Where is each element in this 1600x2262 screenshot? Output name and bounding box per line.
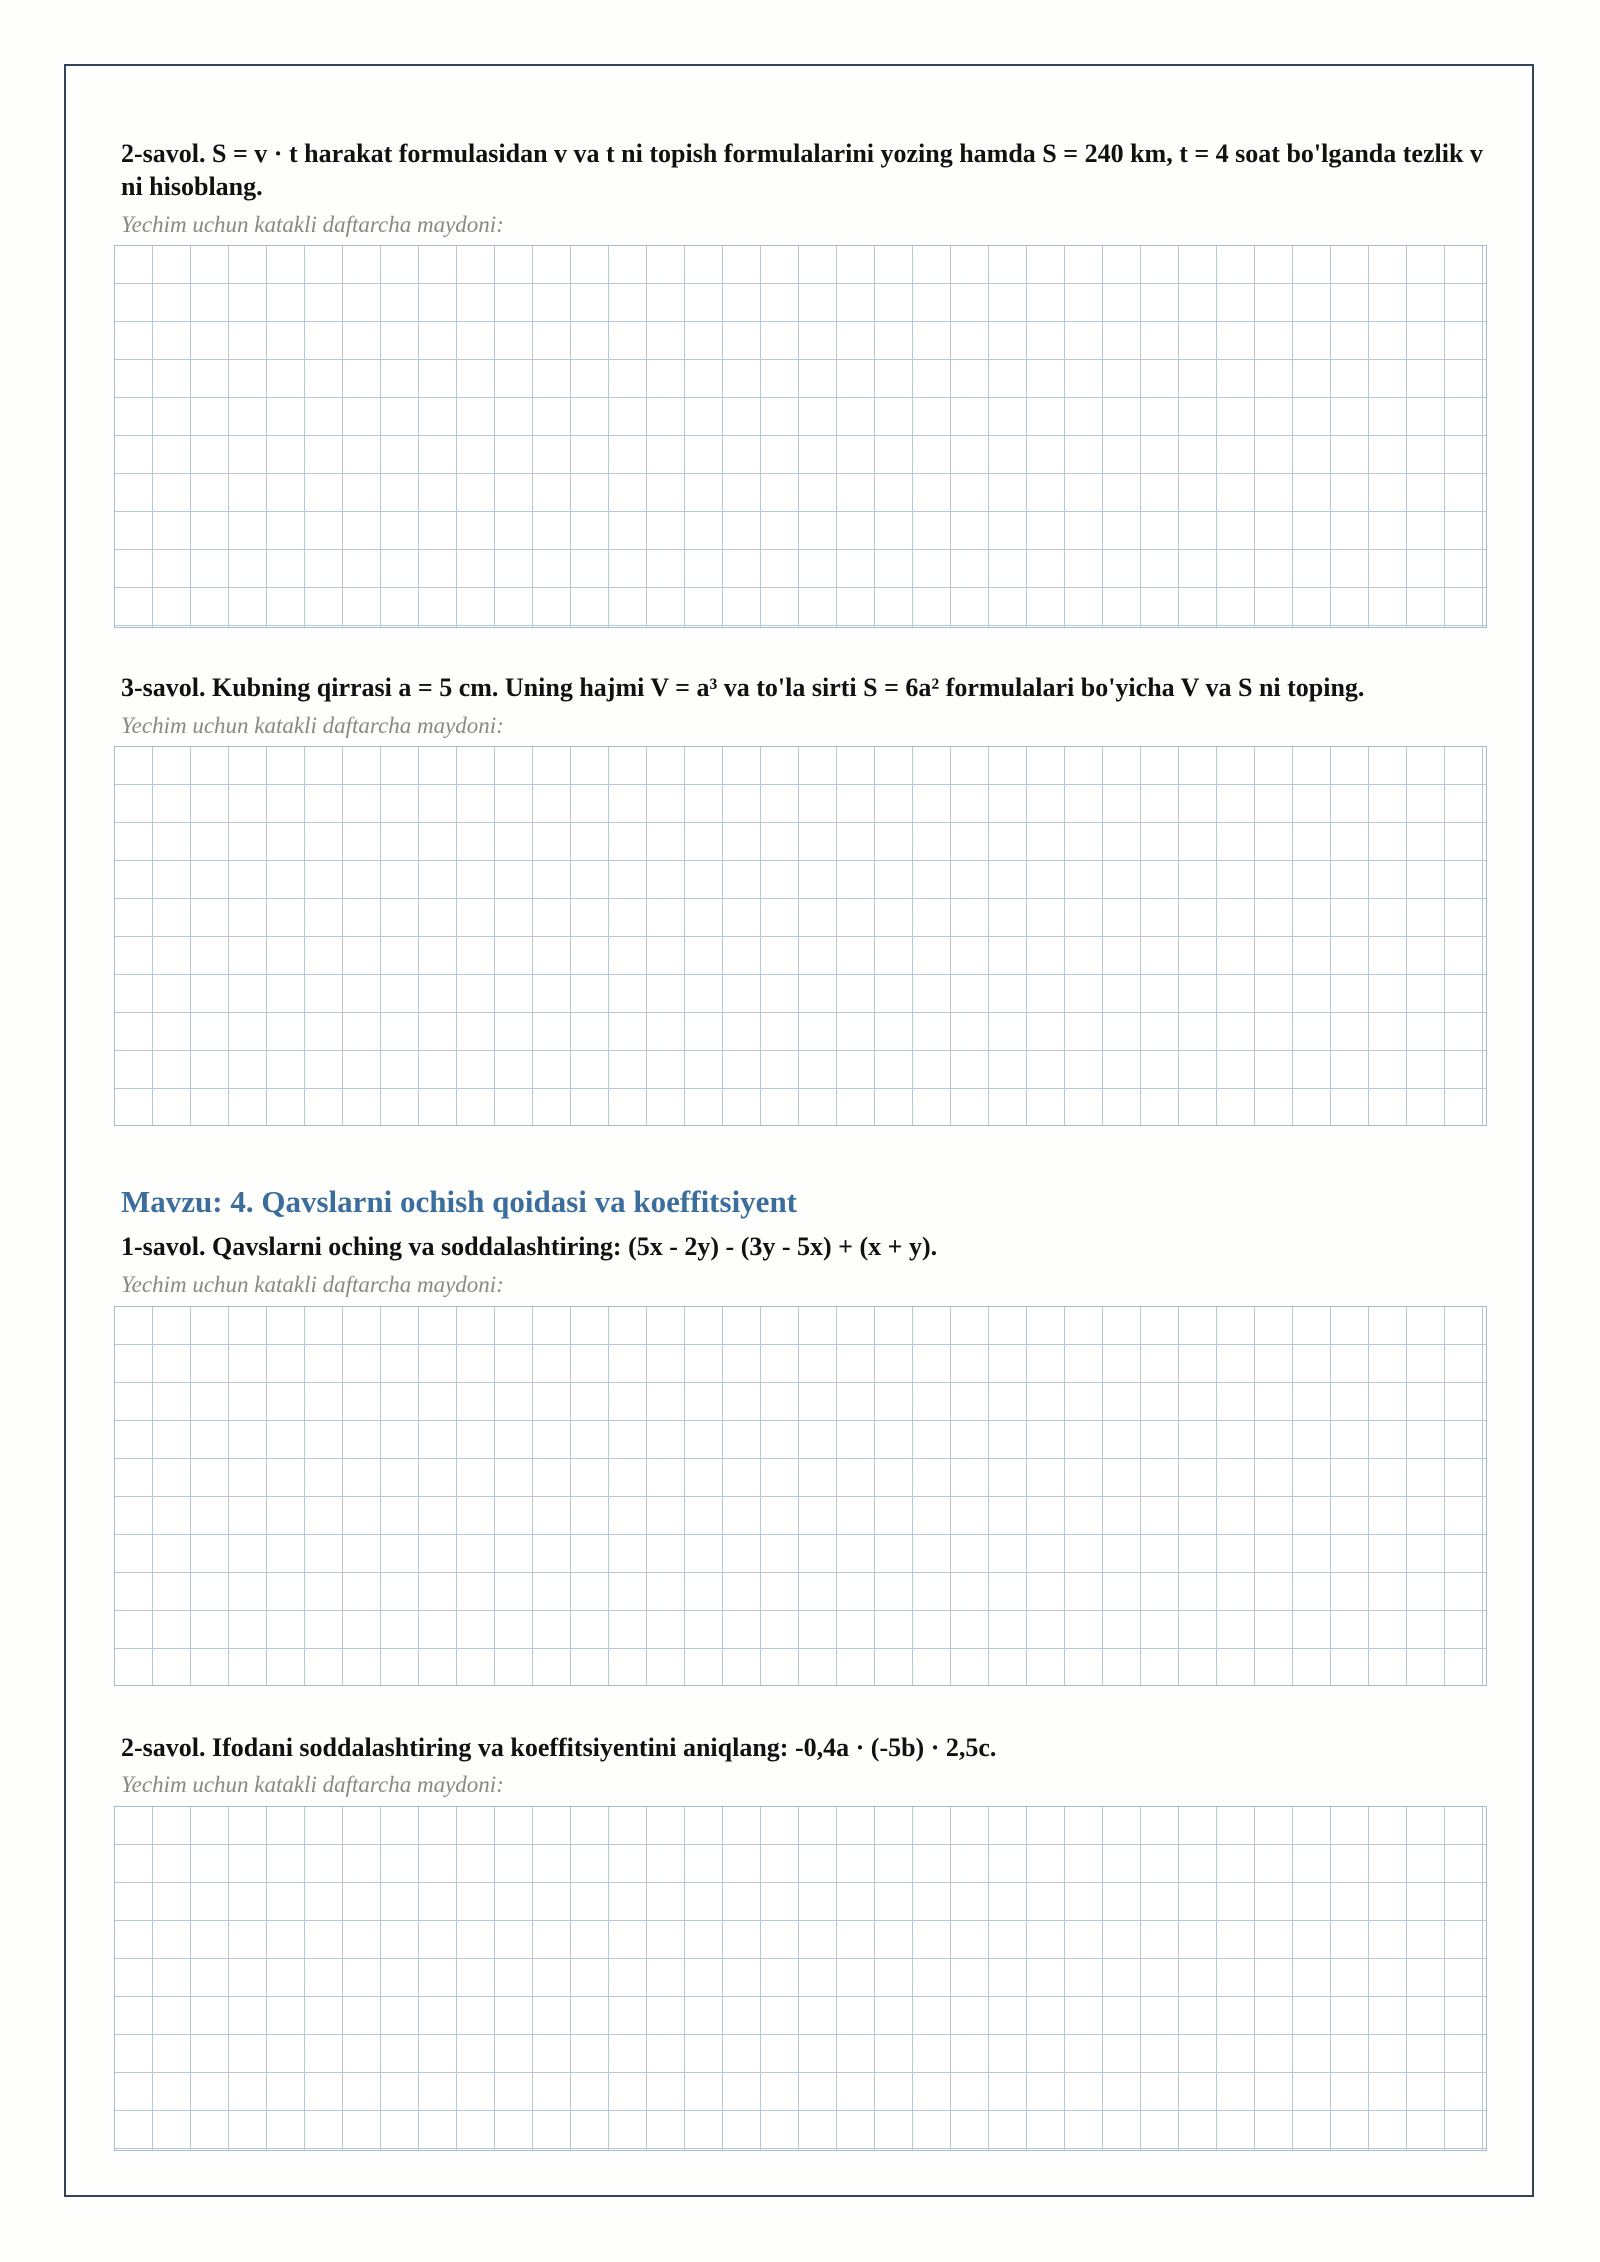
solution-area-hint: Yechim uchun katakli daftarcha maydoni: — [121, 212, 504, 237]
question-2-savol-motion: 2-savol. S = v · t harakat formulasidan v va t ni topish formulalarini yozing hamda S = 240 km, t = 4 soat bo'lganda tezlik v ni hisoblang. — [121, 139, 1483, 201]
question-3-savol-cube: 3-savol. Kubning qirrasi a = 5 cm. Uning hajmi V = a³ va to'la sirti S = 6a² formulalari bo'yicha V va S ni toping. — [121, 673, 1365, 702]
solution-area-hint: Yechim uchun katakli daftarcha maydoni: — [121, 1772, 504, 1797]
question-2-savol-coefficient: 2-savol. Ifodani soddalashtiring va koeffitsiyentini aniqlang: -0,4a · (-5b) · 2,5c. — [121, 1733, 997, 1762]
solution-area-hint: Yechim uchun katakli daftarcha maydoni: — [121, 1272, 504, 1297]
solution-area-hint: Yechim uchun katakli daftarcha maydoni: — [121, 713, 504, 738]
grid-answer-area[interactable] — [114, 245, 1487, 628]
grid-answer-area[interactable] — [114, 1806, 1487, 2151]
question-1-savol-brackets: 1-savol. Qavslarni oching va soddalashtiring: (5x - 2y) - (3y - 5x) + (x + y). — [121, 1232, 938, 1261]
grid-answer-area[interactable] — [114, 746, 1487, 1126]
topic-heading: Mavzu: 4. Qavslarni ochish qoidasi va koeffitsiyent — [121, 1184, 798, 1219]
grid-answer-area[interactable] — [114, 1306, 1487, 1686]
